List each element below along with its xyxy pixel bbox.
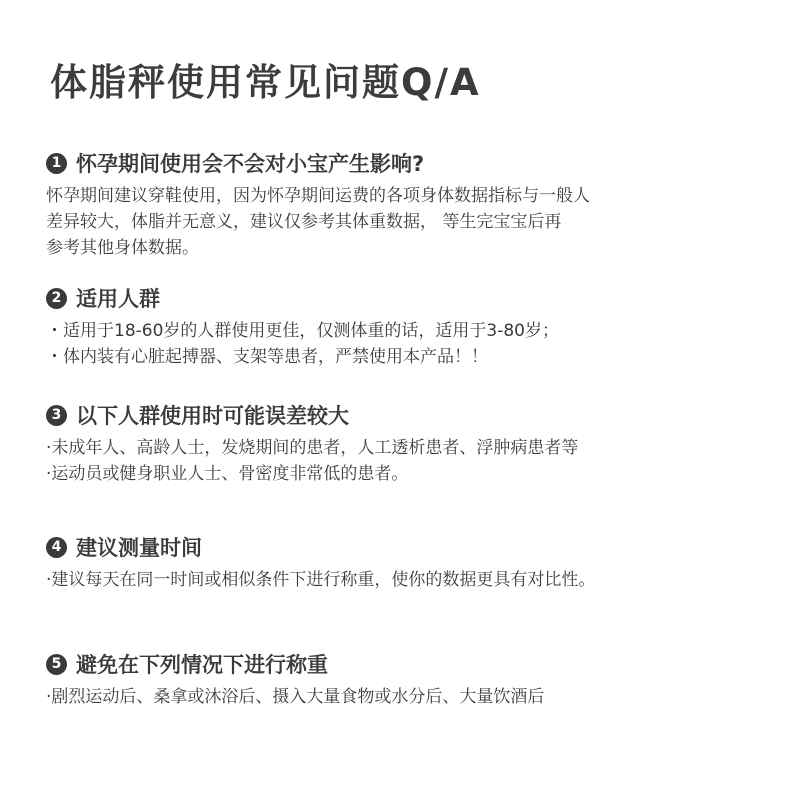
section-title: 建议测量时间 <box>76 536 202 560</box>
bullet-item: ·建议每天在同一时间或相似条件下进行称重，使你的数据更具有对比性。 <box>46 570 596 590</box>
section-body <box>46 684 766 710</box>
section-heading <box>46 283 766 313</box>
number-2-icon: 2 <box>46 288 67 309</box>
section-title: 适用人群 <box>76 287 160 311</box>
section-applicable-people <box>46 283 766 370</box>
section-body <box>46 567 766 593</box>
number-5-icon: 5 <box>46 654 67 675</box>
section-title: 避免在下列情况下进行称重 <box>76 653 328 677</box>
section-heading <box>46 532 766 562</box>
bullet-item: ・体内装有心脏起搏器、支架等患者，严禁使用本产品！！ <box>46 347 488 367</box>
section-body <box>46 183 766 261</box>
section-pregnancy <box>46 148 766 261</box>
section-heading <box>46 649 766 679</box>
bullet-item: ·未成年人、高龄人士，发烧期间的患者，人工透析患者、浮肿病患者等 <box>46 438 579 458</box>
bullet-item: ·剧烈运动后、桑拿或沐浴后、摄入大量食物或水分后、大量饮酒后 <box>46 687 545 707</box>
section-body <box>46 435 766 487</box>
section-avoid-weighing <box>46 649 766 710</box>
text-line: 参考其他身体数据。 <box>46 238 199 258</box>
text-line: 差异较大，体脂并无意义，建议仅参考其体重数据， 等生完宝宝后再 <box>46 212 562 232</box>
number-3-icon: 3 <box>46 405 67 426</box>
section-measure-time <box>46 532 766 593</box>
section-heading <box>46 148 766 178</box>
section-heading <box>46 400 766 430</box>
section-body <box>46 318 766 370</box>
section-title: 以下人群使用时可能误差较大 <box>76 404 349 428</box>
number-1-icon: 1 <box>46 153 67 174</box>
section-title: 怀孕期间使用会不会对小宝产生影响? <box>76 152 425 176</box>
text-line: 怀孕期间建议穿鞋使用，因为怀孕期间运费的各项身体数据指标与一般人 <box>46 186 590 206</box>
bullet-item: ·运动员或健身职业人士、骨密度非常低的患者。 <box>46 464 409 484</box>
bullet-item: ・适用于18-60岁的人群使用更佳，仅测体重的话，适用于3-80岁； <box>46 321 559 341</box>
section-error-prone-people <box>46 400 766 487</box>
page-title: 体脂秤使用常见问题Q/A <box>50 61 481 104</box>
number-4-icon: 4 <box>46 537 67 558</box>
